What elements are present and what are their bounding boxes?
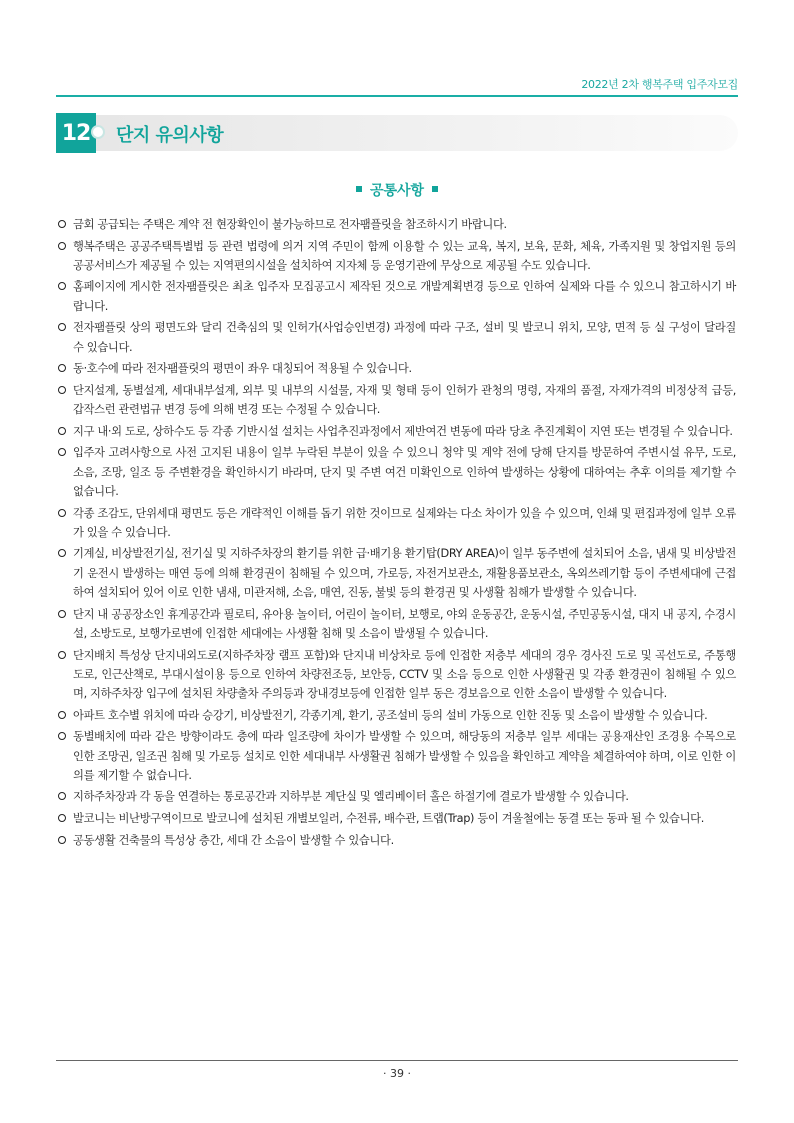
notice-text: 입주자 고려사항으로 사전 고지된 내용이 일부 누락된 부분이 있을 수 있으니 청약 및 계약 전에 당해 단지를 방문하여 주변시설 유무, 도로, 소음, 조망, 일조 등 주변환경을 확인하시기 바라며, 단지 및 주변 여건 미확인으로 인하여 발생하는 상황에 대하여는 추후 이의를 제기할 수 없습니다. [73,446,736,498]
notice-list [58,215,736,852]
notice-item [58,215,736,234]
notice-text: 동·호수에 따라 전자팸플릿의 평면이 좌우 대칭되어 적용될 수 있습니다. [73,362,412,376]
circle-bullet-icon [58,282,66,290]
notice-item [58,809,736,828]
notice-text: 각종 조감도, 단위세대 평면도 등은 개략적인 이해를 돕기 위한 것이므로 실제와는 다소 차이가 있을 수 있으며, 인쇄 및 편집과정에 일부 오류가 있을 수 있습니다. [73,506,736,539]
notice-item [58,381,736,420]
notice-item [58,831,736,850]
notice-item [58,787,736,806]
notice-text: 동별배치에 따라 같은 방향이라도 층에 따라 일조량에 차이가 발생할 수 있으며, 해당동의 저층부 일부 세대는 공용재산인 조경용 수목으로 인한 조망권, 일조권 침해 및 가로등 설치로 인한 세대내부 사생활권 침해가 발생할 수 있음을 확인하고 계약을 체결하여야 하며, 이로 인한 이의를 제기할 수 없습니다. [73,730,736,782]
circle-bullet-icon [58,386,66,394]
notice-item [58,605,736,644]
circle-bullet-icon [58,792,66,800]
circle-bullet-icon [58,509,66,517]
notice-item [58,443,736,501]
section-number: 12 [56,113,96,153]
page-number: · 39 · [383,1067,411,1080]
notice-text: 단지배치 특성상 단지내외도로(지하주차장 램프 포함)와 단지내 비상차로 등에 인접한 저층부 세대의 경우 경사진 도로 및 곡선도로, 주통행도로, 인근산책로, 부대시설이용 등으로 인하여 차량전조등, 보안등, CCTV 및 소음 등으로 인한 사생활권 및 각종 환경권이 침해될 수 있으며, 지하주차장 입구에 설치된 차량출차 주의등과 장내경보등에 인접한 일부 동은 경보음으로 인한 소음이 발생할 수 있습니다. [73,648,736,701]
circle-bullet-icon [58,836,66,844]
notice-item [58,359,736,378]
square-bullet-icon [356,186,362,192]
circle-bullet-icon [58,323,66,331]
circle-bullet-icon [58,220,66,228]
subsection-title: 공통사항 [369,183,425,199]
notice-item [58,727,736,785]
notice-text: 지하주차장과 각 동을 연결하는 통로공간과 지하부분 계단실 및 엘리베이터 홀은 하절기에 결로가 발생할 수 있습니다. [73,790,629,804]
circle-bullet-icon [58,732,66,740]
circle-bullet-icon [58,448,66,456]
notice-text: 지구 내·외 도로, 상하수도 등 각종 기반시설 설치는 사업추진과정에서 제반여건 변동에 따라 당초 추진계획이 지연 또는 변경될 수 있습니다. [73,424,733,438]
notice-text: 전자팸플릿 상의 평면도와 달리 건축심의 및 인허가(사업승인변경) 과정에 따라 구조, 설비 및 발코니 위치, 모양, 면적 등 실 구성이 달라질 수 있습니다. [73,321,736,354]
notice-item [58,318,736,357]
section-heading-bar [56,113,738,153]
notice-item [58,237,736,276]
notice-text: 발코니는 비난방구역이므로 발코니에 설치된 개별보일러, 수전류, 배수관, 트랩(Trap) 등이 겨울철에는 동결 또는 동파 될 수 있습니다. [73,812,704,826]
notice-text: 단지설계, 동별설계, 세대내부설계, 외부 및 내부의 시설물, 자재 및 형태 등이 인허가 관청의 명령, 자재의 품절, 자재가격의 비정상적 급등, 갑작스런 관련법규 변경 등에 의해 변경 또는 수정될 수 있습니다. [73,383,736,417]
notice-text: 기계실, 비상발전기실, 전기실 및 지하주차장의 환기를 위한 급·배기용 환기탑(DRY AREA)이 일부 동주변에 설치되어 소음, 냄새 및 비상발전기 운전시 발생하는 매연 등에 의해 환경권이 침해될 수 있으며, 가로등, 자전거보관소, 재활용품보관소, 옥외쓰레기함 등이 주변세대에 근접하여 설치되어 있어 이로 인한 냄새, 미관저해, 소음, 매연, 진동, 불빛 등의 환경권 및 사생활 침해가 발생할 수 있습니다. [73,547,736,600]
circle-bullet-icon [58,242,66,250]
notice-item [58,706,736,725]
circle-bullet-icon [58,651,66,659]
notice-text: 홈페이지에 게시한 전자팸플릿은 최초 입주자 모집공고시 제작된 것으로 개발계획변경 등으로 인하여 실제와 다를 수 있으니 참고하시기 바랍니다. [73,280,736,313]
circle-bullet-icon [58,427,66,435]
notice-text: 단지 내 공공장소인 휴게공간과 필로티, 유아용 놀이터, 어린이 놀이터, 보행로, 야외 운동공간, 운동시설, 주민공동시설, 대지 내 공지, 수경시설, 소방도로, 보행가로변에 인접한 세대에는 사생활 침해 및 소음이 발생될 수 있습니다. [73,607,736,640]
notice-item [58,422,736,441]
notice-item [58,646,736,704]
circle-bullet-icon [58,610,66,618]
notice-item [58,504,736,543]
circle-bullet-icon [58,549,66,557]
circle-bullet-icon [58,711,66,719]
notice-text: 금회 공급되는 주택은 계약 전 현장확인이 불가능하므로 전자팸플릿을 참조하시기 바랍니다. [73,218,507,231]
section-dot-icon [91,125,105,139]
subsection-heading [0,180,794,200]
header-divider [56,95,738,97]
footer-divider [56,1060,738,1061]
notice-text: 행복주택은 공공주택특별법 등 관련 법령에 의거 지역 주민이 함께 이용할 수 있는 교육, 복지, 보육, 문화, 체육, 가족지원 및 창업지원 등의 공공서비스가 제공될 수 있는 지역편의시설을 설치하여 지자체 등 운영기관에 무상으로 제공될 수도 있습니다. [73,239,736,272]
notice-item [58,544,736,602]
notice-text: 아파트 호수별 위치에 따라 승강기, 비상발전기, 각종기계, 환기, 공조설비 등의 설비 가동으로 인한 진동 및 소음이 발생할 수 있습니다. [73,708,708,722]
notice-item [58,277,736,316]
notice-text: 공동생활 건축물의 특성상 층간, 세대 간 소음이 발생할 수 있습니다. [73,833,394,847]
square-bullet-icon [432,186,438,192]
document-header-title: 2022년 2차 행복주택 입주자모집 [581,78,738,91]
circle-bullet-icon [58,364,66,372]
section-title: 단지 유의사항 [116,125,224,146]
circle-bullet-icon [58,814,66,822]
